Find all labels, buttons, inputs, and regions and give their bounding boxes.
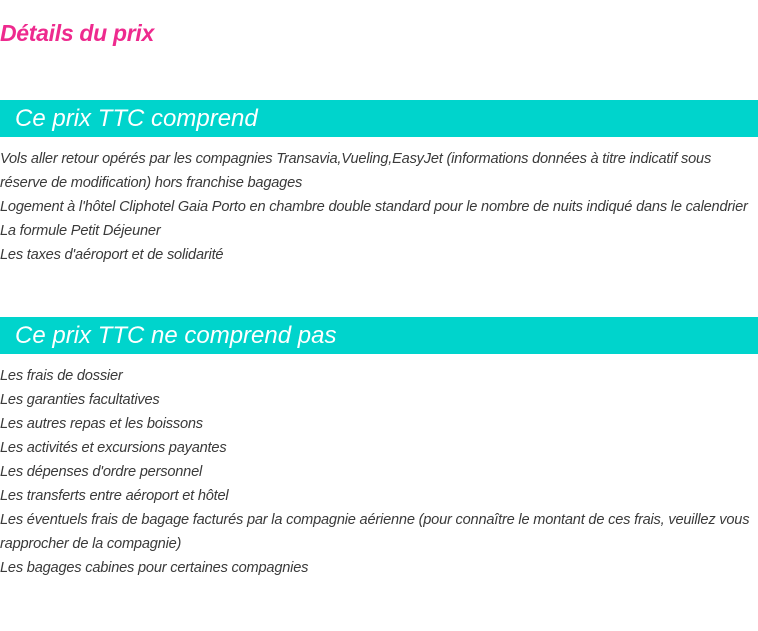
list-item: Logement à l'hôtel Cliphotel Gaia Porto en chambre double standard pour le nombre de nuits indiqué dans le calendrier bbox=[0, 199, 748, 215]
excludes-header: Ce prix TTC ne comprend pas bbox=[0, 317, 758, 354]
list-item: Les frais de dossier bbox=[0, 368, 123, 384]
page-title: Détails du prix bbox=[0, 20, 154, 46]
list-item: Les taxes d'aéroport et de solidarité bbox=[0, 247, 224, 263]
list-item: Les garanties facultatives bbox=[0, 392, 160, 408]
list-item: Les autres repas et les boissons bbox=[0, 416, 203, 432]
list-item: Les activités et excursions payantes bbox=[0, 440, 227, 456]
list-item: Les dépenses d'ordre personnel bbox=[0, 464, 203, 480]
list-item: Les bagages cabines pour certaines compagnies bbox=[0, 560, 309, 576]
includes-list bbox=[0, 147, 758, 267]
list-item: La formule Petit Déjeuner bbox=[0, 223, 161, 239]
includes-section bbox=[0, 100, 758, 267]
includes-header: Ce prix TTC comprend bbox=[0, 100, 758, 137]
list-item: Les transferts entre aéroport et hôtel bbox=[0, 488, 229, 504]
list-item: Vols aller retour opérés par les compagnies Transavia,Vueling,EasyJet (informations données à titre indicatif sous réserve de modification) hors franchise bagages bbox=[0, 151, 712, 191]
excludes-list bbox=[0, 364, 758, 580]
list-item: Les éventuels frais de bagage facturés par la compagnie aérienne (pour connaître le montant de ces frais, veuillez vous rapprocher de la compagnie) bbox=[0, 512, 750, 552]
excludes-section bbox=[0, 317, 758, 580]
